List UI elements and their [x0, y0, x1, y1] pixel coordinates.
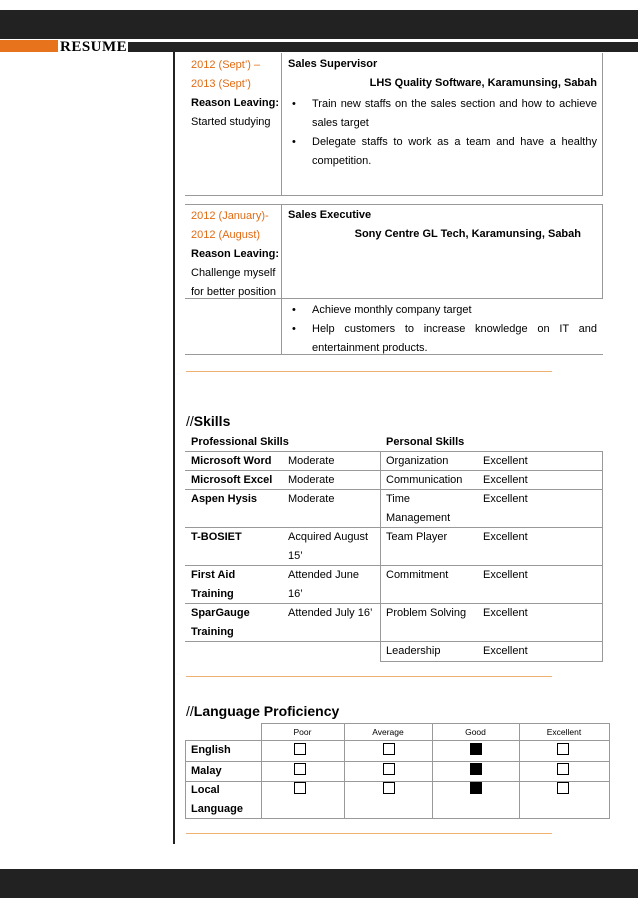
- job-date-to: 2013 (Sept’): [191, 78, 251, 90]
- checkbox-local-average[interactable]: [383, 782, 395, 794]
- personal-skill-level: Excellent: [483, 455, 528, 467]
- job-date-to: 2012 (August): [191, 229, 261, 241]
- checkbox-local-poor[interactable]: [294, 782, 306, 794]
- checkbox-english-average[interactable]: [383, 743, 395, 755]
- job-bullet: • Train new staffs on the sales section and how to achieve sales target: [288, 95, 597, 133]
- professional-skill-name: T-BOSIET: [191, 531, 242, 543]
- personal-skill-level: Excellent: [483, 474, 528, 486]
- skills-table: [185, 433, 603, 662]
- section-prefix: //: [186, 703, 194, 719]
- personal-skill-name: Communication: [386, 474, 463, 486]
- personal-skill-name: Time Management: [386, 493, 451, 524]
- professional-skill-name: Microsoft Excel: [191, 474, 273, 486]
- personal-skill-level: Excellent: [483, 645, 528, 657]
- section-title-text: Skills: [193, 413, 231, 429]
- language-name: English: [191, 744, 231, 756]
- job-bullet: • Delegate staffs to work as a team and have a healthy competition.: [288, 133, 597, 171]
- section-title-text: Language Proficiency: [193, 703, 340, 719]
- section-divider: [186, 371, 552, 372]
- personal-skill-name: Leadership: [386, 645, 441, 657]
- level-header: Average: [372, 727, 404, 737]
- personal-skill-level: Excellent: [483, 569, 528, 581]
- section-divider: [186, 833, 552, 834]
- checkbox-malay-average[interactable]: [383, 763, 395, 775]
- personal-skill-level: Excellent: [483, 607, 528, 619]
- level-header: Good: [465, 727, 486, 737]
- job-company: Sony Centre GL Tech, Karamunsing, Sabah: [354, 228, 581, 240]
- job-company: LHS Quality Software, Karamunsing, Sabah: [369, 77, 597, 89]
- resume-label: RESUME: [60, 39, 128, 55]
- job-title: Sales Supervisor: [288, 58, 378, 70]
- job-bullet: • Help customers to increase knowledge on IT and entertainment products.: [288, 320, 597, 358]
- checkbox-english-poor[interactable]: [294, 743, 306, 755]
- job-title: Sales Executive: [288, 209, 372, 221]
- reason-text: for better position: [191, 286, 276, 298]
- checkbox-english-excellent[interactable]: [557, 743, 569, 755]
- checkbox-malay-excellent[interactable]: [557, 763, 569, 775]
- checkbox-malay-poor[interactable]: [294, 763, 306, 775]
- checkbox-malay-good[interactable]: [470, 763, 482, 775]
- personal-skills-header: Personal Skills: [386, 436, 465, 448]
- personal-skill-name: Problem Solving: [386, 607, 467, 619]
- reason-text: Challenge myself: [191, 267, 276, 279]
- left-vertical-rule: [173, 52, 175, 844]
- top-bar: [0, 10, 638, 39]
- professional-skill-level: Acquired August 15’: [288, 531, 369, 562]
- job-date-from: 2012 (Sept’) –: [191, 59, 261, 71]
- section-prefix: //: [186, 413, 194, 429]
- personal-skill-name: Team Player: [386, 531, 448, 543]
- reason-label: Reason Leaving:: [191, 248, 280, 260]
- job-date-from: 2012 (January)-: [191, 210, 269, 222]
- section-divider: [186, 676, 552, 677]
- professional-skill-name: Aspen Hysis: [191, 493, 258, 505]
- skills-section-title: [186, 413, 230, 429]
- job-bullet: • Achieve monthly company target: [288, 301, 597, 320]
- experience-entry-2: [185, 204, 603, 355]
- experience-entry-1: [185, 53, 603, 196]
- professional-skill-level: Moderate: [288, 493, 335, 505]
- checkbox-local-good[interactable]: [470, 782, 482, 794]
- header-rule: [128, 42, 638, 52]
- bottom-bar: [0, 869, 638, 898]
- professional-skill-level: Attended July 16’: [288, 607, 373, 619]
- reason-text: Started studying: [191, 116, 271, 128]
- personal-skill-name: Commitment: [386, 569, 449, 581]
- language-table: [185, 723, 610, 818]
- professional-skills-header: Professional Skills: [191, 436, 289, 448]
- personal-skill-level: Excellent: [483, 531, 528, 543]
- reason-label: Reason Leaving:: [191, 97, 280, 109]
- personal-skill-name: Organization: [386, 455, 449, 467]
- orange-tab: [0, 40, 58, 52]
- personal-skill-level: Excellent: [483, 493, 528, 505]
- professional-skill-level: Moderate: [288, 474, 335, 486]
- language-section-title: [186, 703, 339, 719]
- professional-skill-name: First Aid Training: [191, 569, 236, 600]
- checkbox-english-good[interactable]: [470, 743, 482, 755]
- language-name: Malay: [191, 765, 222, 777]
- language-name: Local Language: [191, 784, 243, 815]
- professional-skill-level: Attended June 16’: [288, 569, 359, 600]
- professional-skill-name: Microsoft Word: [191, 455, 272, 467]
- professional-skill-name: SparGauge Training: [191, 607, 250, 638]
- professional-skill-level: Moderate: [288, 455, 335, 467]
- level-header: Excellent: [546, 727, 582, 737]
- level-header: Poor: [293, 727, 312, 737]
- checkbox-local-excellent[interactable]: [557, 782, 569, 794]
